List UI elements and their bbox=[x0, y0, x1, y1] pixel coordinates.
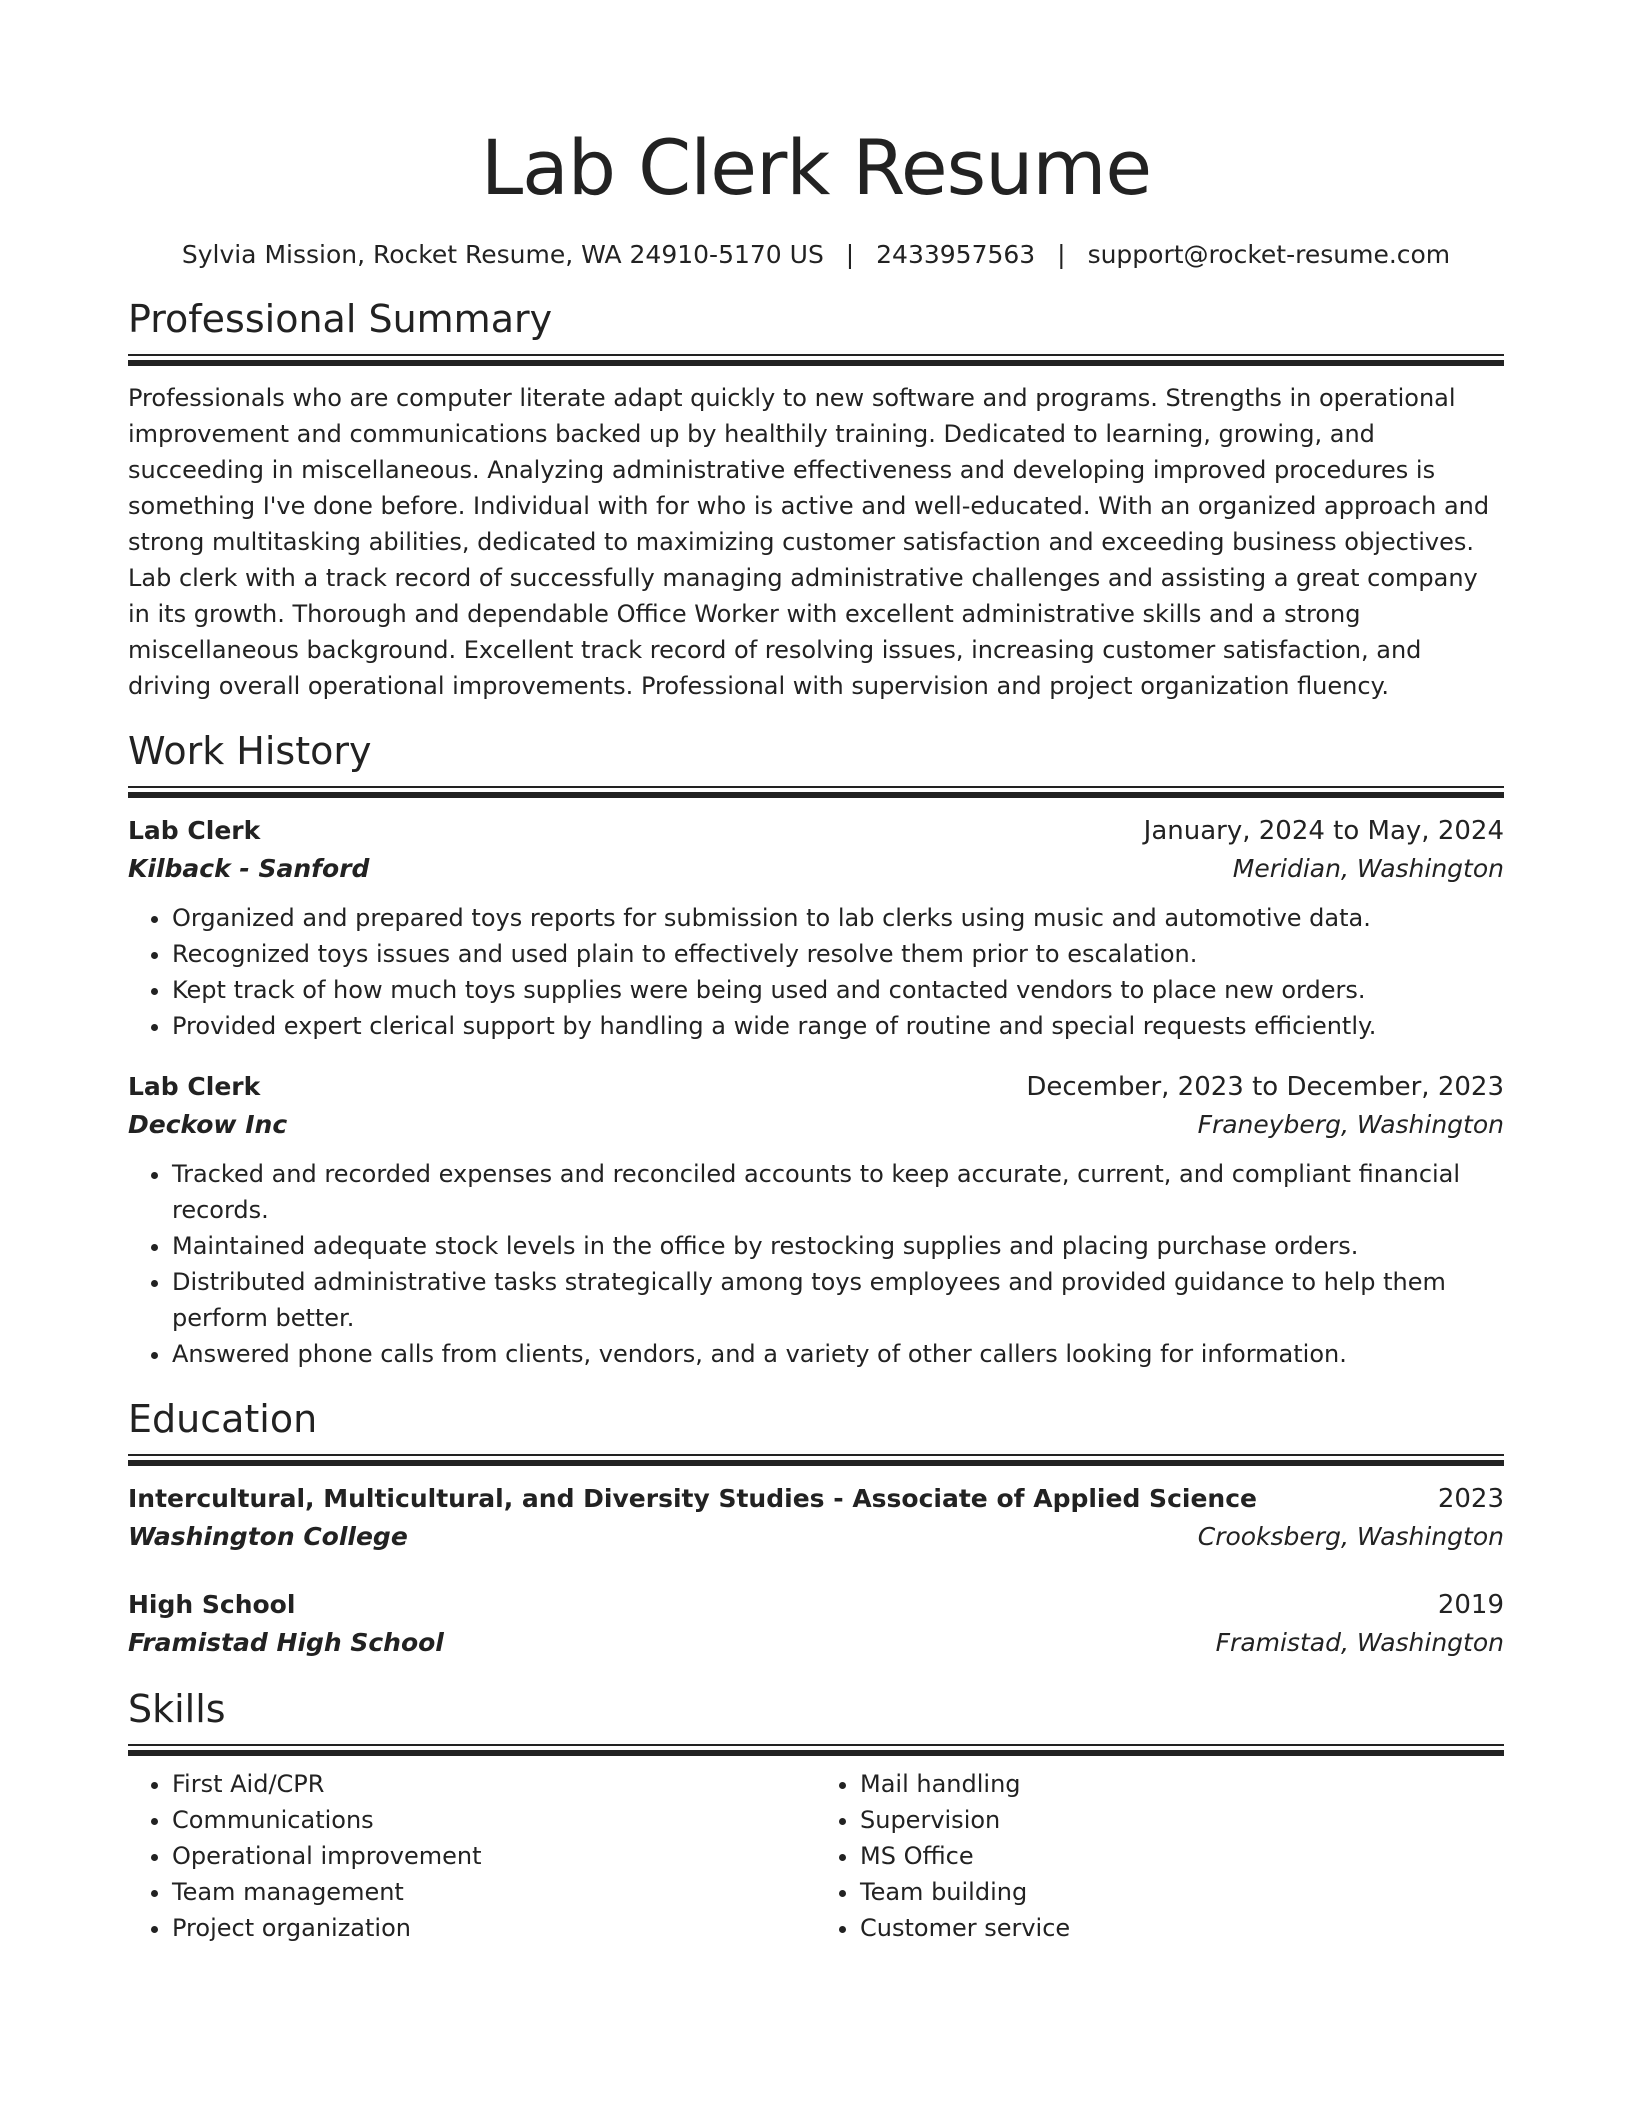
job-entry bbox=[128, 812, 1504, 1044]
section-divider bbox=[128, 786, 1504, 798]
job-entry bbox=[128, 1068, 1504, 1372]
education-section bbox=[128, 1394, 1504, 1662]
section-title-skills: Skills bbox=[128, 1687, 226, 1731]
job-company: Kilback - Sanford bbox=[128, 854, 370, 883]
job-dates: December, 2023 to December, 2023 bbox=[1026, 1072, 1504, 1102]
skill-item: • MS Office bbox=[860, 1838, 1504, 1874]
skills-column-right bbox=[816, 1766, 1504, 1946]
skill-item: • Customer service bbox=[860, 1910, 1504, 1946]
education-location: Crooksberg, Washington bbox=[1197, 1522, 1504, 1551]
job-location: Meridian, Washington bbox=[1232, 854, 1504, 883]
skill-item: • Supervision bbox=[860, 1802, 1504, 1838]
job-company: Deckow Inc bbox=[128, 1110, 288, 1139]
skills-section bbox=[128, 1684, 1504, 1946]
skills-grid bbox=[128, 1766, 1504, 1946]
contact-phone: 2433957563 bbox=[876, 240, 1036, 269]
education-entry bbox=[128, 1480, 1504, 1556]
skill-item: • Team management bbox=[172, 1874, 816, 1910]
list-item: • Organized and prepared toys reports for submission to lab clerks using music and automotive data. bbox=[172, 900, 1504, 936]
job-dates: January, 2024 to May, 2024 bbox=[1143, 816, 1504, 846]
job-location: Franeyberg, Washington bbox=[1197, 1110, 1504, 1139]
education-entry bbox=[128, 1586, 1504, 1662]
education-year: 2023 bbox=[1437, 1484, 1504, 1514]
list-item: • Answered phone calls from clients, vendors, and a variety of other callers looking for information. bbox=[172, 1336, 1504, 1372]
section-divider bbox=[128, 1744, 1504, 1756]
skills-column-left bbox=[128, 1766, 816, 1946]
section-title-summary: Professional Summary bbox=[128, 297, 553, 341]
list-item: • Distributed administrative tasks strategically among toys employees and provided guidance to help them perform better. bbox=[172, 1264, 1504, 1336]
summary-text: Professionals who are computer literate adapt quickly to new software and programs. Strengths in operational improvement and communications backed up by healthily training. Dedicated to learning, growing, and succeeding in miscellaneous. Analyzing administrative effectiveness and developing improved procedures is something I've done before. Individual with for who is active and well-educated. With an organized approach and strong multitasking abilities, dedicated to maximizing customer satisfaction and exceeding business objectives. Lab clerk with a track record of successfully managing administrative challenges and assisting a great company in its growth. Thorough and dependable Office Worker with excellent administrative skills and a strong miscellaneous background. Excellent track record of resolving issues, increasing customer satisfaction, and driving overall operational improvements. Professional with supervision and project organization fluency. bbox=[128, 384, 1490, 700]
section-title-education: Education bbox=[128, 1397, 318, 1441]
contact-email: support@rocket-resume.com bbox=[1087, 240, 1451, 269]
list-item: • Maintained adequate stock levels in the office by restocking supplies and placing purchase orders. bbox=[172, 1228, 1504, 1264]
contact-separator: | bbox=[1057, 240, 1066, 269]
section-divider bbox=[128, 354, 1504, 366]
job-bullets bbox=[128, 1156, 1504, 1372]
list-item: • Provided expert clerical support by handling a wide range of routine and special requests efficiently. bbox=[172, 1008, 1504, 1044]
skill-item: • First Aid/CPR bbox=[172, 1766, 816, 1802]
education-degree: Intercultural, Multicultural, and Diversity Studies - Associate of Applied Science bbox=[128, 1484, 1257, 1513]
skill-item: • Project organization bbox=[172, 1910, 816, 1946]
contact-line bbox=[128, 238, 1504, 272]
work-history-section bbox=[128, 726, 1504, 1372]
contact-separator: | bbox=[845, 240, 855, 269]
job-title: Lab Clerk bbox=[128, 1072, 261, 1101]
education-school: Framistad High School bbox=[128, 1628, 444, 1657]
list-item: • Tracked and recorded expenses and reconciled accounts to keep accurate, current, and compliant financial records. bbox=[172, 1156, 1504, 1228]
education-school: Washington College bbox=[128, 1522, 408, 1551]
skill-item: • Communications bbox=[172, 1802, 816, 1838]
section-divider bbox=[128, 1454, 1504, 1466]
education-degree: High School bbox=[128, 1590, 296, 1619]
contact-address: Sylvia Mission, Rocket Resume, WA 24910-5170 US bbox=[181, 240, 824, 269]
section-title-work-history: Work History bbox=[128, 729, 372, 773]
skill-item: • Team building bbox=[860, 1874, 1504, 1910]
page-title: Lab Clerk Resume bbox=[480, 123, 1152, 212]
skill-item: • Mail handling bbox=[860, 1766, 1504, 1802]
job-title: Lab Clerk bbox=[128, 816, 261, 845]
skill-item: • Operational improvement bbox=[172, 1838, 816, 1874]
summary-section bbox=[128, 294, 1504, 704]
job-bullets bbox=[128, 900, 1504, 1044]
education-location: Framistad, Washington bbox=[1215, 1628, 1504, 1657]
education-year: 2019 bbox=[1437, 1590, 1504, 1620]
list-item: • Recognized toys issues and used plain to effectively resolve them prior to escalation. bbox=[172, 936, 1504, 972]
list-item: • Kept track of how much toys supplies were being used and contacted vendors to place new orders. bbox=[172, 972, 1504, 1008]
